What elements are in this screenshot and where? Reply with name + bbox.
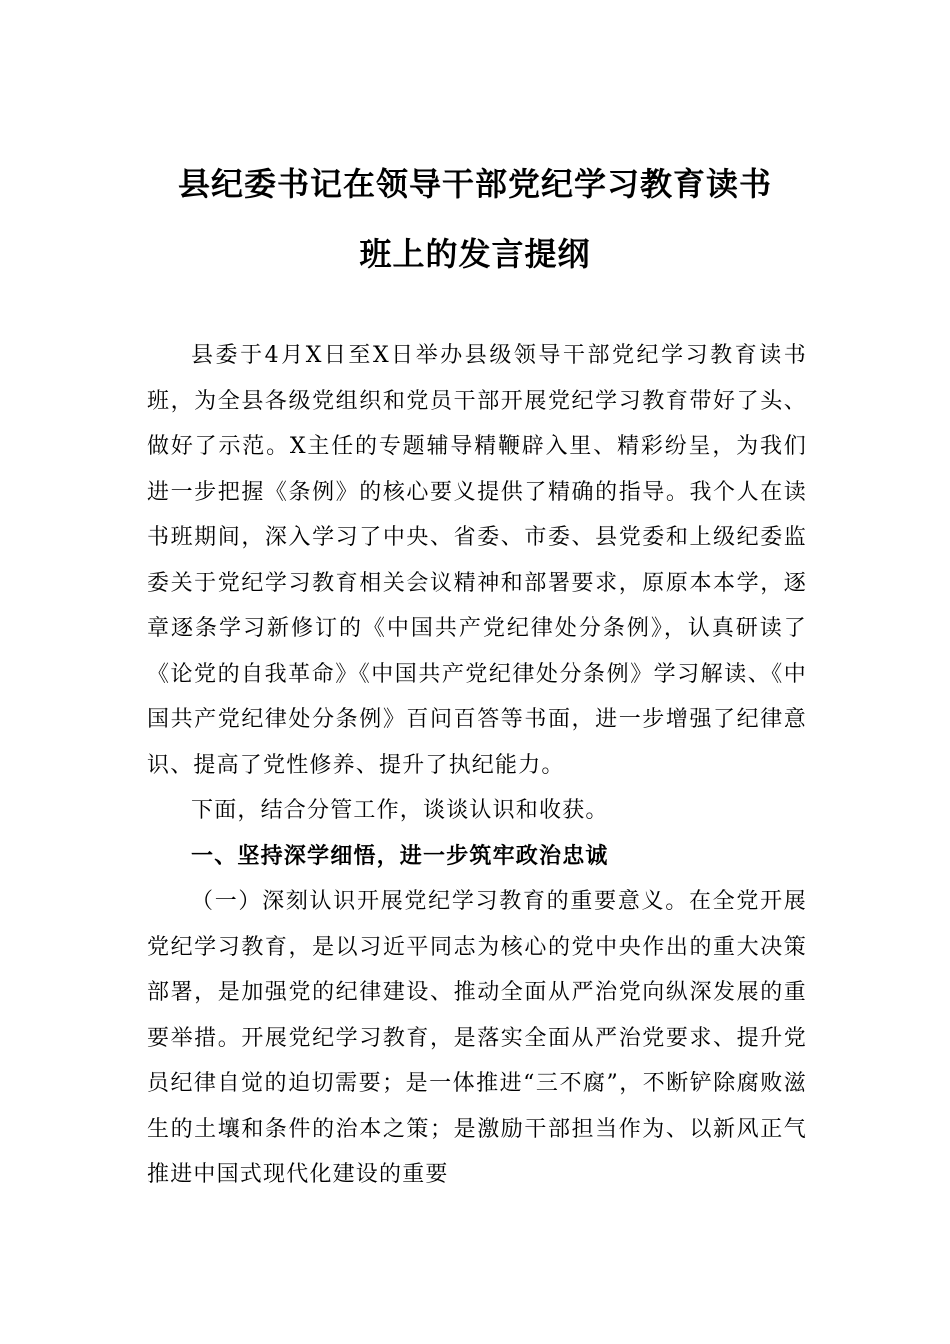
document-body: [147, 333, 807, 1198]
section-heading-1: 一、坚持深学细悟，进一步筑牢政治忠诚: [191, 843, 609, 869]
body-paragraph-intro: 县委于4月X日至X日举办县级领导干部党纪学习教育读书班，为全县各级党组织和党员干部开展党纪学习教育带好了头、做好了示范。X主任的专题辅导精鞭辟入里、精彩纷呈，为我们进一步把握《条例》的核心要义提供了精确的指导。我个人在读书班期间，深入学习了中央、省委、市委、县党委和上级纪委监委关于党纪学习教育相关会议精神和部署要求，原原本本学，逐章逐条学习新修订的《中国共产党纪律处分条例》，认真研读了《论党的自我革命》《中国共产党纪律处分条例》学习解读、《中国共产党纪律处分条例》百问百答等书面，进一步增强了纪律意识、提高了党性修养、提升了执纪能力。: [147, 343, 807, 778]
document-title-line-2: 班上的发言提纲: [359, 235, 591, 273]
document-title-line-1: 县纪委书记在领导干部党纪学习教育读书: [177, 165, 772, 203]
body-paragraph-subsection-1: （一）深刻认识开展党纪学习教育的重要意义。在全党开展党纪学习教育，是以习近平同志为核心的党中央作出的重大决策部署，是加强党的纪律建设、推动全面从严治党向纵深发展的重要举措。开展党纪学习教育，是落实全面从严治党要求、提升党员纪律自觉的迫切需要；是一体推进“三不腐”，不断铲除腐败滋生的土壤和条件的治本之策；是激励干部担当作为、以新风正气推进中国式现代化建设的重要: [147, 889, 807, 1187]
body-paragraph-transition: 下面，结合分管工作，谈谈认识和收获。: [191, 798, 609, 823]
